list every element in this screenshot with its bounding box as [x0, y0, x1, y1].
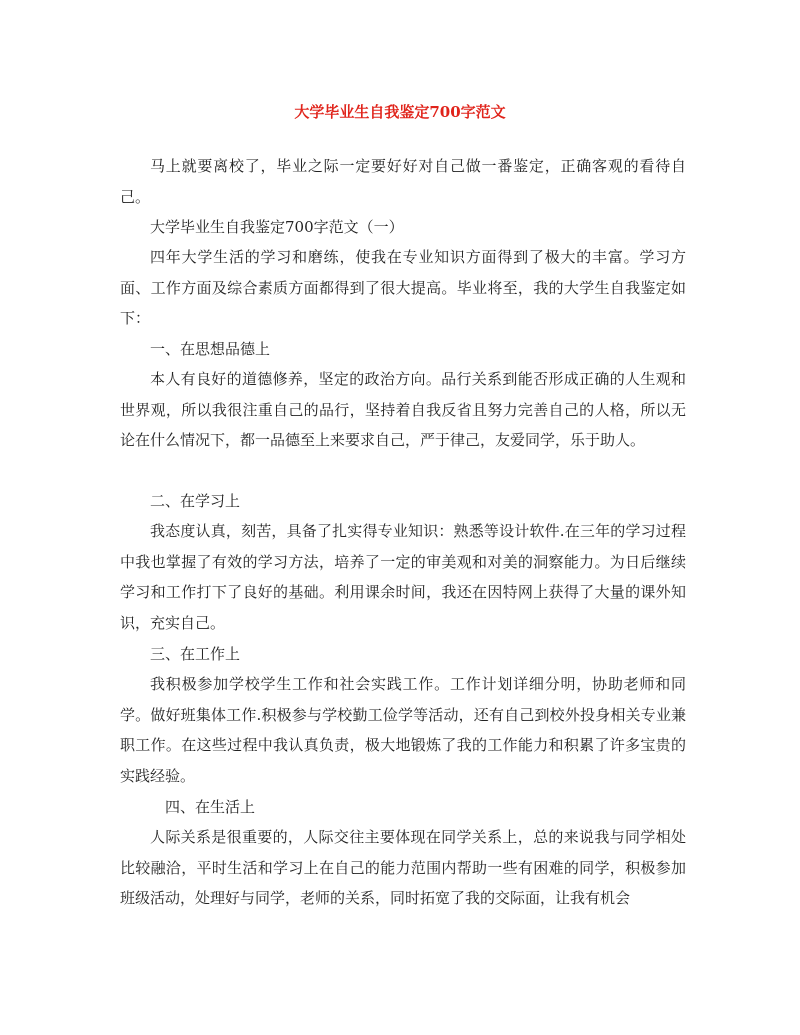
- heading-work: 三、在工作上: [150, 645, 241, 663]
- document-title: 大学毕业生自我鉴定700字范文: [294, 103, 506, 121]
- paragraph-life: 人际关系是很重要的，人际交往主要体现在同学关系上，总的来说我与同学相处比较融洽，平时生活和学习上在自己的能力范围内帮助一些有困难的同学，积极参加班级活动，处理好与同学，老师的关系，同时拓宽了我的交际面，让我有机会: [120, 828, 686, 907]
- paragraph-study: 我态度认真，刻苦，具备了扎实得专业知识：熟悉等设计软件.在三年的学习过程中我也掌握了有效的学习方法，培养了一定的审美观和对美的洞察能力。为日后继续学习和工作打下了良好的基础。利用课余时间，我还在因特网上获得了大量的课外知识，充实自己。: [120, 522, 686, 632]
- heading-moral: 一、在思想品德上: [150, 340, 271, 358]
- heading-study: 二、在学习上: [150, 492, 241, 510]
- section-title: 大学毕业生自我鉴定700字范文（一）: [150, 218, 404, 236]
- heading-life: 四、在生活上: [165, 798, 256, 816]
- intro-paragraph: 马上就要离校了，毕业之际一定要好好对自己做一番鉴定，正确客观的看待自己。: [120, 157, 686, 206]
- paragraph-moral: 本人有良好的道德修养，坚定的政治方向。品行关系到能否形成正确的人生观和世界观，所以我很注重自己的品行，坚持着自我反省且努力完善自己的人格，所以无论在什么情况下，都一品德至上来要求自己，严于律己，友爱同学，乐于助人。: [120, 370, 686, 449]
- paragraph-work: 我积极参加学校学生工作和社会实践工作。工作计划详细分明，协助老师和同学。做好班集体工作.积极参与学校勤工俭学等活动，还有自己到校外投身相关专业兼职工作。在这些过程中我认真负责，极大地锻炼了我的工作能力和积累了许多宝贵的实践经验。: [120, 675, 686, 785]
- opening-paragraph: 四年大学生活的学习和磨练，使我在专业知识方面得到了极大的丰富。学习方面、工作方面及综合素质方面都得到了很大提高。毕业将至，我的大学生自我鉴定如下：: [120, 248, 686, 327]
